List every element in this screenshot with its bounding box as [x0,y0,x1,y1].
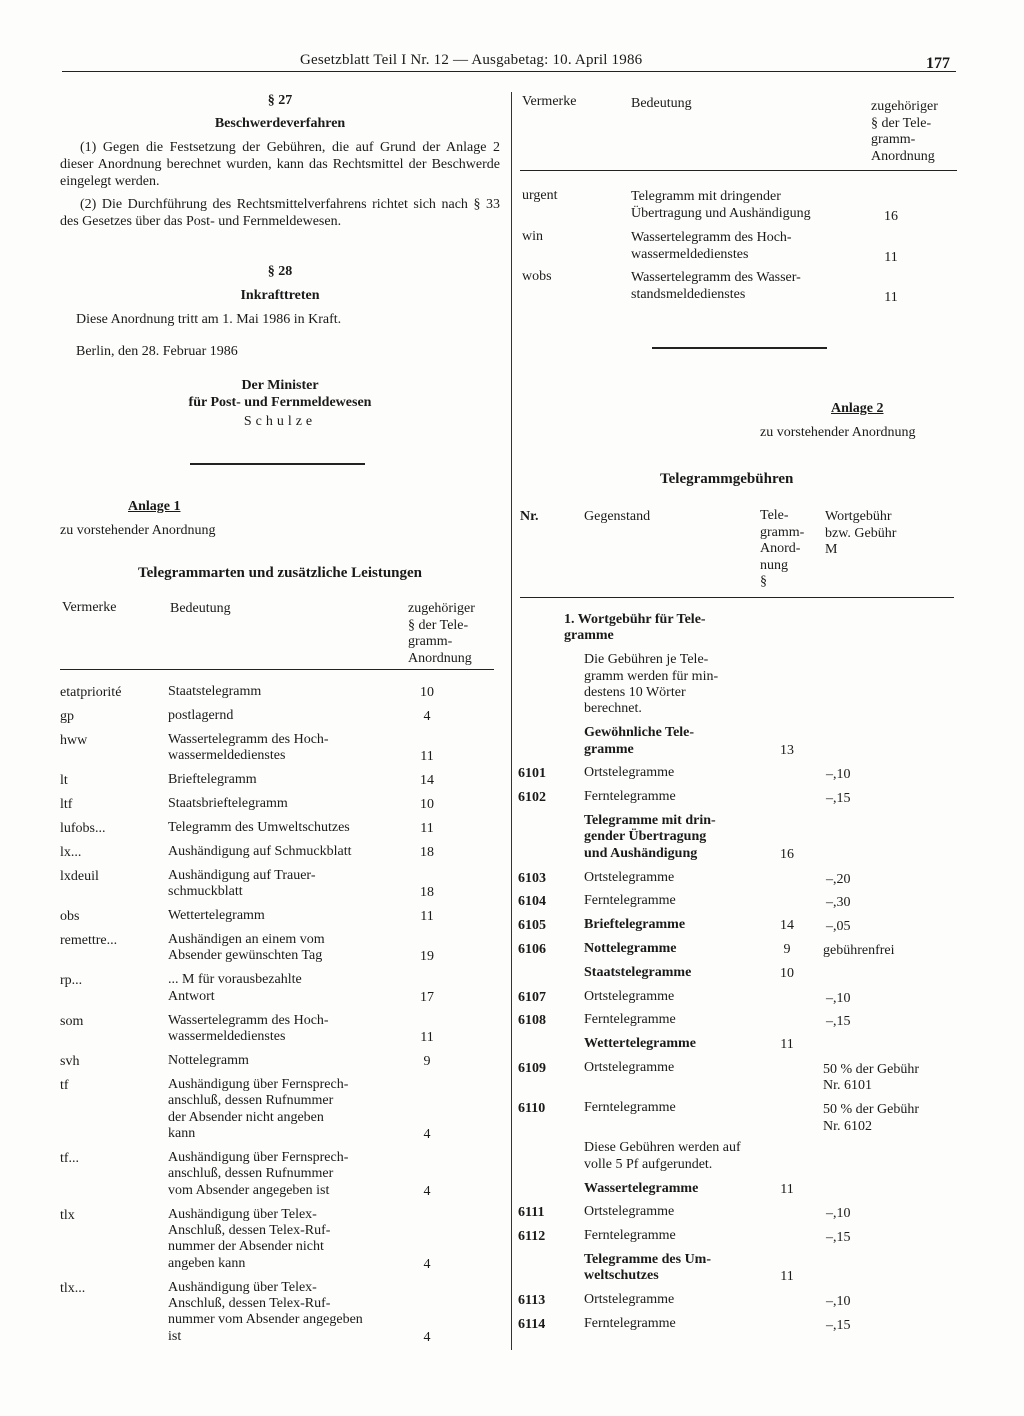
row-vermerk: som [60,1013,84,1029]
row-bedeutung: Aushändigung über Fernsprech- anschluß, dessen Rufnummer der Absender nicht angeben kann [168,1076,349,1141]
row-vermerk: ltf [60,797,73,812]
row-gegenstand: Ferntelegramme [584,1100,676,1116]
table-header-rule [520,170,957,171]
col-header-paragraph: zugehöriger § der Tele- gramm- Anordnung [871,99,938,164]
row-bedeutung: Wassertelegramm des Hoch- wassermeldedienstes [168,1012,329,1044]
row-gegenstand: Staatstelegramme [584,964,692,980]
row-bedeutung: Aushändigung über Telex- Anschluß, dessen Telex-Ruf- nummer der Absender nicht angeben kann [168,1206,331,1271]
anlage-title: Telegrammarten und zusätzliche Leistungen [137,565,423,581]
row-bedeutung: Aushändigung über Telex- Anschluß, dessen Telex-Ruf- nummer vom Absender angegeben ist [168,1279,363,1344]
row-gebuehr: –,10 [826,1294,851,1310]
row-vermerk: wobs [522,269,552,284]
row-bedeutung: Brieftelegramm [168,772,257,788]
row-paragraph: 11 [420,820,434,836]
row-paragraph: 14 [780,918,794,934]
col-header-bedeutung: Bedeutung [631,96,692,111]
col-header-vermerke: Vermerke [522,94,577,109]
row-paragraph: 9 [423,1053,431,1069]
row-gegenstand: Ferntelegramme [584,1228,676,1244]
row-gegenstand: Ortstelegramme [584,1060,675,1075]
row-nr: 6108 [518,1013,546,1029]
col-header-vermerke: Vermerke [62,600,117,615]
row-paragraph: 18 [420,844,434,860]
row-gebuehr: –,15 [826,1014,851,1030]
row-nr: 6102 [518,790,546,806]
row-paragraph: 10 [420,797,434,812]
row-gegenstand: Brieftelegramme [584,917,686,933]
row-bedeutung: Wassertelegramm des Hoch- wassermeldedienstes [631,230,792,262]
row-nr: 6109 [518,1061,546,1076]
section-paragraph: Diese Anordnung tritt am 1. Mai 1986 in Kraft. [76,312,342,327]
row-vermerk: etatpriorité [60,685,122,700]
row-paragraph: 18 [420,885,434,901]
row-nr: 6110 [518,1101,546,1117]
anlage-label: Anlage 1 [128,499,181,514]
row-gegenstand: Telegramme mit drin- gender Übertragung und Aushändigung [584,813,716,861]
section-paragraph: (1) Gegen die Festsetzung der Gebühren, die auf Grund der Anlage 2 dieser Anordnung berechnet wurden, kann das Rechtsmittel der Beschwerde eingelegt werden. [60,140,500,189]
row-gegenstand: Ortstelegramme [584,1204,675,1220]
row-gegenstand: Gewöhnliche Tele- gramme [584,725,695,757]
section-paragraph: (2) Die Durchführung des Rechtsmittelverfahrens richtet sich nach § 33 des Gesetzes über das Post- und Fernmeldewesen. [60,197,500,229]
row-vermerk: obs [60,909,80,924]
row-bedeutung: Staatsbrieftelegramm [168,796,288,811]
row-nr: 6114 [518,1317,546,1332]
row-gebuehr: –,20 [826,871,851,887]
row-bedeutung: ... M für vorausbezahlte Antwort [168,972,302,1004]
row-paragraph: 11 [780,1181,794,1197]
row-paragraph: 4 [423,708,431,724]
row-paragraph: 16 [884,208,898,224]
row-paragraph: 4 [423,1256,431,1272]
anlage-subtitle: zu vorstehender Anordnung [760,425,916,440]
row-paragraph: 4 [423,1183,431,1199]
row-gegenstand: Wassertelegramme [584,1180,699,1196]
anlage-label: Anlage 2 [831,401,884,416]
anlage-title: Telegrammgebühren [660,471,794,487]
row-gebuehr: –,15 [826,1230,851,1246]
row-bedeutung: Telegramm mit dringender Übertragung und Aushändigung [631,189,811,221]
row-vermerk: gp [60,708,74,724]
row-gegenstand: Ferntelegramme [584,893,676,909]
signature-title: Der Minister [241,378,319,393]
row-gebuehr: –,15 [826,791,851,807]
col-header-gegenstand: Gegenstand [584,509,651,524]
row-vermerk: tf... [60,1150,80,1166]
row-vermerk: tlx... [60,1280,86,1296]
row-gegenstand: Ortstelegramme [584,765,675,781]
row-paragraph: 11 [780,1037,794,1053]
row-nr: 6103 [518,870,546,886]
row-paragraph: 11 [420,749,434,765]
row-gebuehr: –,10 [826,1206,851,1222]
col-header-nr: Nr. [520,509,539,524]
row-gegenstand: Ortstelegramme [584,1292,675,1308]
row-paragraph: 10 [420,685,434,700]
row-bedeutung: Staatstelegramm [168,684,262,699]
row-gegenstand: Ferntelegramme [584,789,676,805]
row-vermerk: rp... [60,973,83,989]
row-vermerk: lx... [60,844,82,860]
row-paragraph: 16 [780,846,794,862]
row-bedeutung: Wassertelegramm des Wasser- standsmeldedienstes [631,270,801,302]
col-header-paragraph: zugehöriger § der Tele- gramm- Anordnung [408,601,475,666]
anlage-subtitle: zu vorstehender Anordnung [60,523,216,538]
row-paragraph: 10 [780,965,794,981]
row-paragraph: 9 [783,942,791,957]
row-gegenstand: Diese Gebühren werden auf volle 5 Pf aufgerundet. [584,1140,741,1172]
row-vermerk: win [522,229,543,244]
table-header-rule [60,669,494,670]
row-bedeutung: Wettertelegramm [168,908,265,923]
row-nr: 6106 [518,942,546,957]
row-nr: 6112 [518,1229,546,1245]
row-gegenstand: Die Gebühren je Tele- gramm werden für min- destens 10 Wörter berechnet. [584,652,719,717]
row-nr: 6107 [518,989,546,1005]
row-gegenstand: Ferntelegramme [584,1012,676,1028]
row-paragraph: 19 [420,949,434,965]
row-nr: 6104 [518,894,546,910]
row-vermerk: lufobs... [60,820,106,836]
section-title: Beschwerdeverfahren [214,116,346,131]
row-paragraph: 14 [420,773,434,789]
row-gegenstand: Ortstelegramme [584,869,675,885]
row-bedeutung: postlagernd [168,707,234,723]
row-paragraph: 11 [420,909,434,924]
row-vermerk: hww [60,732,88,748]
row-gebuehr: –,30 [826,895,851,911]
row-vermerk: lxdeuil [60,868,99,884]
row-bedeutung: Wassertelegramm des Hoch- wassermeldedienstes [168,731,329,764]
row-bedeutung: Telegramm des Umweltschutzes [168,819,350,835]
row-paragraph: 11 [884,289,898,305]
row-gebuehr: –,05 [826,919,851,935]
row-vermerk: urgent [522,188,558,203]
row-vermerk: tlx [60,1207,75,1223]
row-gebuehr: –,15 [826,1318,851,1333]
row-vermerk: svh [60,1053,80,1069]
row-bedeutung: Aushändigung über Fernsprech- anschluß, dessen Rufnummer vom Absender angegeben ist [168,1149,349,1198]
row-gebuehr: gebührenfrei [823,943,895,958]
section-number: § 28 [267,264,293,279]
row-gebuehr: –,10 [826,990,851,1006]
row-gegenstand: Wettertelegramme [584,1036,696,1052]
row-bedeutung: Nottelegramm [168,1052,249,1068]
col-header-gebuehr: Wortgebühr bzw. Gebühr M [825,509,897,557]
row-gegenstand: Telegramme des Um- weltschutzes [584,1252,712,1284]
row-bedeutung: Aushändigung auf Trauer- schmuckblatt [168,867,316,900]
row-paragraph: 17 [420,989,434,1005]
row-gebuehr: 50 % der Gebühr Nr. 6101 [823,1062,920,1094]
row-vermerk: tf [60,1077,69,1093]
row-paragraph: 4 [423,1126,431,1142]
col-header-bedeutung: Bedeutung [170,601,231,616]
row-paragraph: 11 [780,1269,794,1285]
column-divider [511,92,512,1350]
section-number: § 27 [267,93,293,108]
row-nr: 6111 [518,1205,545,1221]
row-paragraph: 11 [884,249,898,265]
row-gegenstand: Nottelegramme [584,941,677,956]
row-vermerk: lt [60,773,68,789]
row-nr: 6101 [518,766,546,782]
signature-title: für Post- und Fernmeldewesen [188,395,372,410]
row-bedeutung: Aushändigen an einem vom Absender gewünschten Tag [168,931,325,964]
separator-rule [652,347,827,349]
section-title: Inkrafttreten [240,288,320,303]
row-gebuehr: –,10 [826,767,851,783]
running-header: Gesetzblatt Teil I Nr. 12 — Ausgabetag: 10. April 1986 [300,52,643,68]
row-vermerk: remettre... [60,932,118,948]
header-rule [62,71,956,72]
row-gegenstand: Ortstelegramme [584,988,675,1004]
row-gegenstand: 1. Wortgebühr für Tele- gramme [564,612,706,644]
separator-rule [190,463,365,465]
place-date: Berlin, den 28. Februar 1986 [76,344,238,359]
col-header-paragraph: Tele- gramm- Anord- nung § [760,508,805,589]
row-nr: 6105 [518,918,546,934]
row-gebuehr: 50 % der Gebühr Nr. 6102 [823,1102,920,1134]
signature-name: Schulze [243,414,317,429]
page-number: 177 [926,55,950,72]
row-paragraph: 4 [423,1329,431,1345]
row-gegenstand: Ferntelegramme [584,1316,676,1331]
row-bedeutung: Aushändigung auf Schmuckblatt [168,843,352,859]
row-paragraph: 13 [780,742,794,758]
table-header-rule [520,597,954,598]
row-nr: 6113 [518,1293,546,1309]
row-paragraph: 11 [420,1029,434,1045]
